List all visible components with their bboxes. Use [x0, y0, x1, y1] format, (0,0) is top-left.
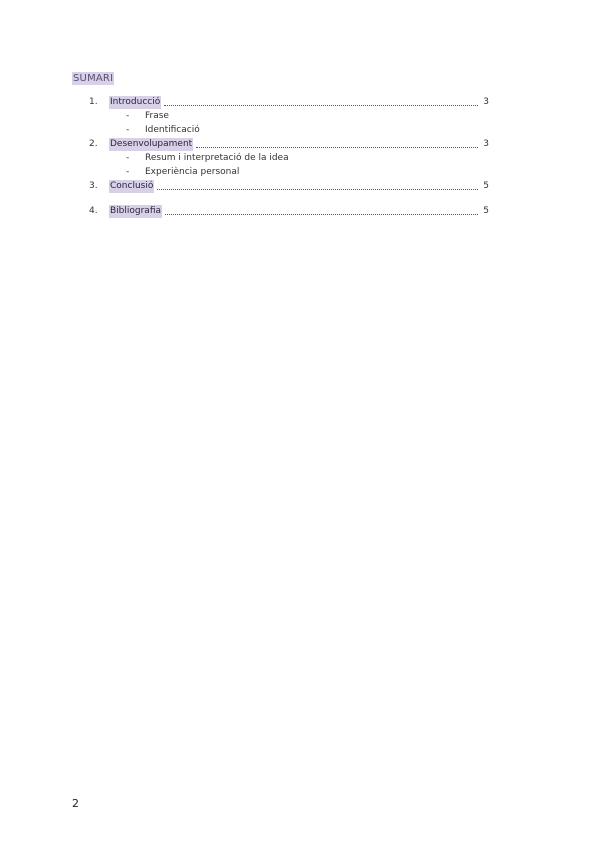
- toc-subitem: [126, 124, 200, 137]
- toc-entry-title[interactable]: Introducció: [110, 97, 161, 107]
- dot-leader: [164, 105, 478, 106]
- toc-entry-title[interactable]: Bibliografia: [110, 206, 162, 216]
- dot-leader: [196, 147, 478, 148]
- dash-marker: -: [126, 167, 130, 177]
- toc-entry-title[interactable]: Desenvolupament: [110, 139, 193, 149]
- toc-entry-bibliografia[interactable]: [89, 205, 489, 218]
- toc-subitem-text: Identificació: [145, 125, 200, 135]
- toc-entry-page: 3: [483, 139, 489, 149]
- toc-entry-number: 3.: [89, 181, 98, 191]
- toc-subitem-text: Experiència personal: [145, 167, 240, 177]
- dash-marker: -: [126, 125, 130, 135]
- page-number: 2: [72, 797, 79, 810]
- toc-entry-title[interactable]: Conclusió: [110, 181, 154, 191]
- dot-leader: [165, 214, 478, 215]
- toc-entry-number: 4.: [89, 206, 98, 216]
- toc-entry-page: 3: [483, 97, 489, 107]
- toc-entry-number: 2.: [89, 139, 98, 149]
- dot-leader: [157, 189, 478, 190]
- toc-entry-number: 1.: [89, 97, 98, 107]
- toc-heading: SUMARI: [73, 73, 114, 84]
- toc-subitem: [126, 110, 169, 123]
- toc-subitem-text: Frase: [145, 111, 169, 121]
- toc-entry-conclusio[interactable]: [89, 180, 489, 193]
- toc-subitem: [126, 166, 239, 179]
- toc-entry-page: 5: [483, 206, 489, 216]
- dash-marker: -: [126, 153, 130, 163]
- toc-subitem: [126, 152, 289, 165]
- toc-subitem-text: Resum i interpretació de la idea: [145, 153, 289, 163]
- toc-entry-desenvolupament[interactable]: [89, 138, 489, 151]
- toc-entry-introduccio[interactable]: [89, 96, 489, 109]
- dash-marker: -: [126, 111, 130, 121]
- toc-entry-page: 5: [483, 181, 489, 191]
